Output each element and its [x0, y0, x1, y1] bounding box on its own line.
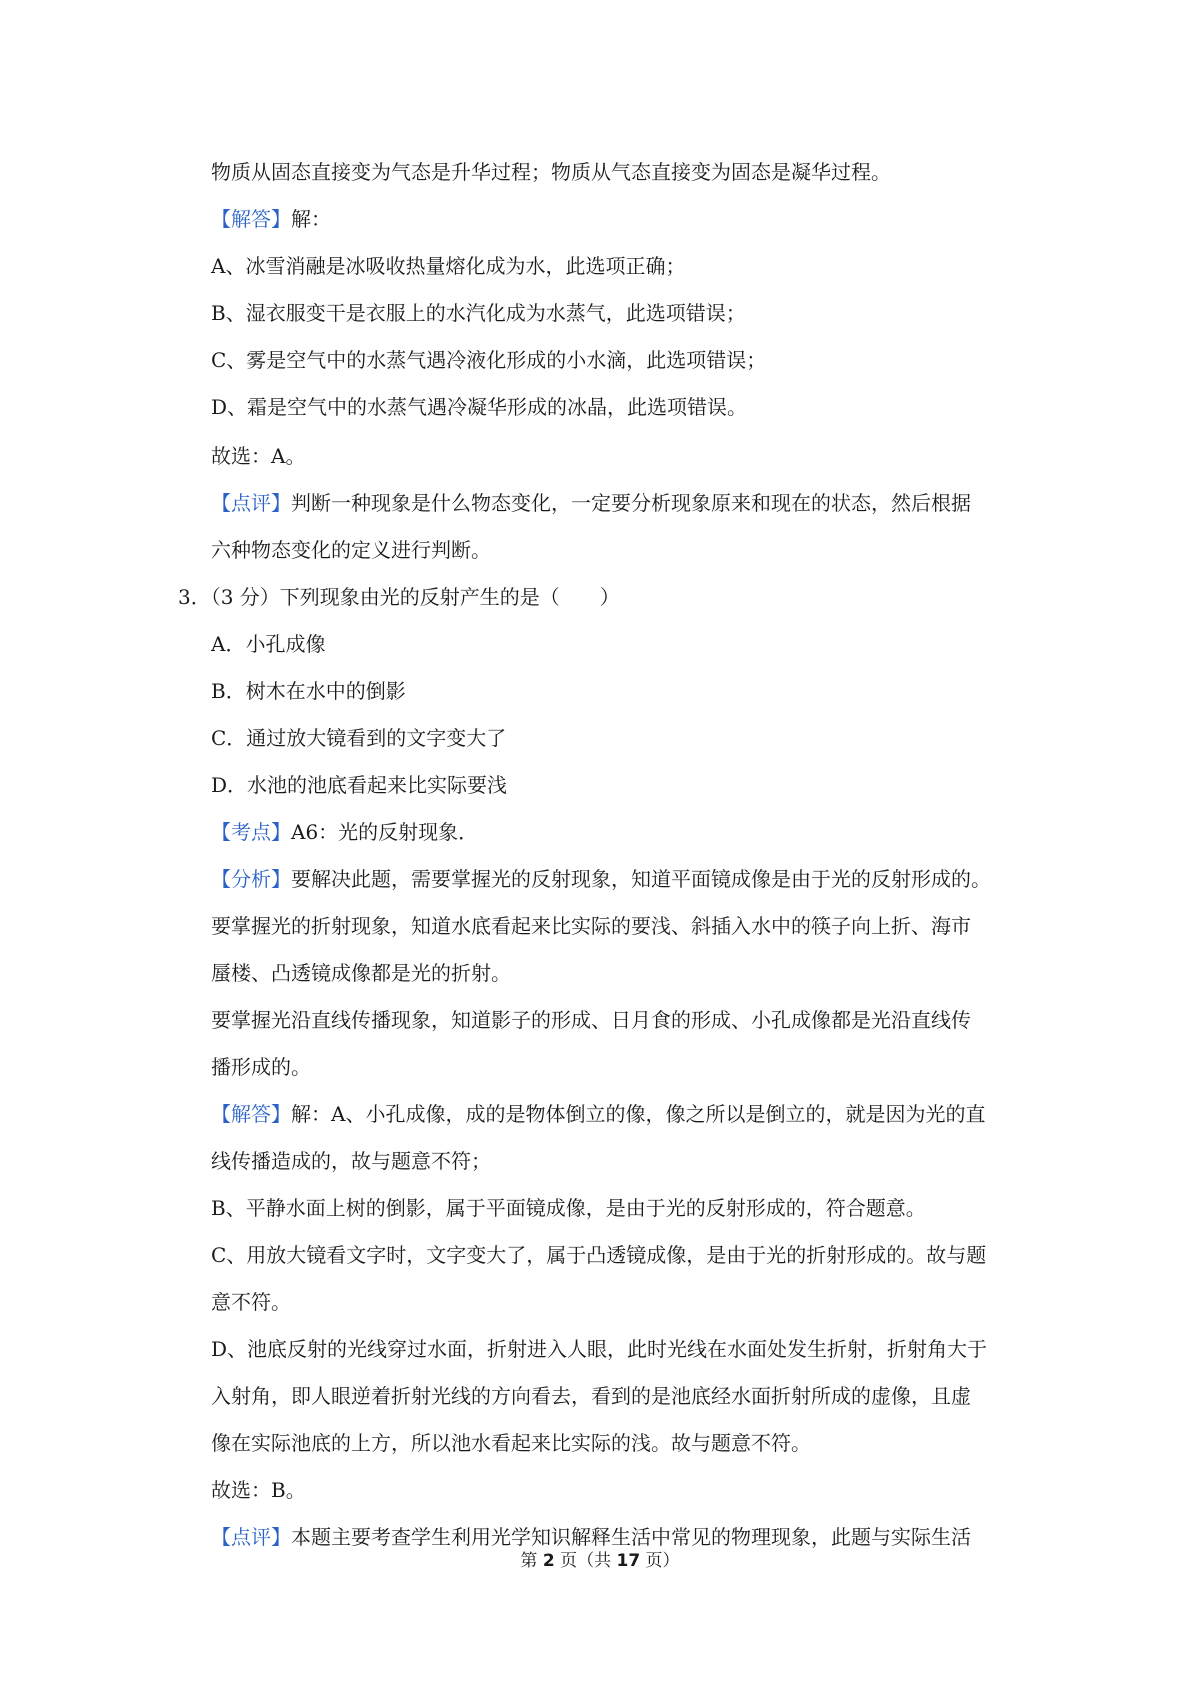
text-line: 意不符。 [211, 1290, 291, 1314]
page-footer [0, 1549, 1200, 1573]
footer-prefix: 第 [520, 1551, 543, 1571]
text-line: 播形成的。 [211, 1055, 311, 1079]
option-b: B．树木在水中的倒影 [211, 679, 406, 703]
analysis-paragraph [211, 864, 991, 894]
text-line: C、用放大镜看文字时，文字变大了，属于凸透镜成像，是由于光的折射形成的。故与题 [211, 1243, 987, 1267]
text-line: C、雾是空气中的水蒸气遇冷液化形成的小水滴，此选项错误； [211, 348, 767, 372]
text-span: 本题主要考查学生利用光学知识解释生活中常见的物理现象，此题与实际生活 [291, 1525, 971, 1549]
option-a: A．小孔成像 [211, 632, 326, 656]
answer-tag: 【解答】 [211, 207, 291, 231]
text-line: A、冰雪消融是冰吸收热量熔化成为水，此选项正确； [211, 254, 686, 278]
text-span: 判断一种现象是什么物态变化，一定要分析现象原来和现在的状态，然后根据 [291, 491, 971, 515]
text-line: D、池底反射的光线穿过水面，折射进入人眼，此时光线在水面处发生折射，折射角大于 [211, 1337, 988, 1361]
option-c: C．通过放大镜看到的文字变大了 [211, 726, 507, 750]
text-span: 要解决此题，需要掌握光的反射现象，知道平面镜成像是由于光的反射形成的。 [291, 867, 991, 891]
text-line: 故选：B。 [211, 1478, 306, 1502]
text-line: 线传播造成的，故与题意不符； [211, 1149, 491, 1173]
point-paragraph [211, 817, 478, 847]
text-line: 像在实际池底的上方，所以池水看起来比实际的浅。故与题意不符。 [211, 1431, 811, 1455]
text-line: B、湿衣服变干是衣服上的水汽化成为水蒸气，此选项错误； [211, 301, 746, 325]
point-tag: 【考点】 [211, 820, 291, 844]
comment-tag: 【点评】 [211, 1525, 291, 1549]
text-span: 解：A、小孔成像，成的是物体倒立的像，像之所以是倒立的，就是因为光的直 [291, 1102, 986, 1126]
footer-suffix: 页） [640, 1551, 680, 1571]
text-line: 物质从固态直接变为气态是升华过程；物质从气态直接变为固态是凝华过程。 [211, 160, 891, 184]
comment-paragraph [211, 488, 971, 518]
option-d: D．水池的池底看起来比实际要浅 [211, 773, 508, 797]
comment-paragraph [211, 1522, 971, 1552]
answer-tag: 【解答】 [211, 1102, 291, 1126]
text-line: B、平静水面上树的倒影，属于平面镜成像，是由于光的反射形成的，符合题意。 [211, 1196, 926, 1220]
text-line: 六种物态变化的定义进行判断。 [211, 538, 491, 562]
text-line: 要掌握光的折射现象，知道水底看起来比实际的要浅、斜插入水中的筷子向上折、海市 [211, 914, 971, 938]
text-line: 故选：A。 [211, 444, 306, 468]
question-stem: 3．（3 分）下列现象由光的反射产生的是（ ） [178, 585, 620, 609]
comment-tag: 【点评】 [211, 491, 291, 515]
page-number: 2 [542, 1551, 555, 1571]
analysis-tag: 【分析】 [211, 867, 291, 891]
answer-paragraph [211, 204, 331, 234]
answer-paragraph [211, 1099, 985, 1129]
footer-middle: 页（共 [554, 1551, 617, 1571]
text-line: D、霜是空气中的水蒸气遇冷凝华形成的冰晶，此选项错误。 [211, 395, 748, 419]
text-line: 蜃楼、凸透镜成像都是光的折射。 [211, 961, 511, 985]
text-line: 要掌握光沿直线传播现象，知道影子的形成、日月食的形成、小孔成像都是光沿直线传 [211, 1008, 971, 1032]
page-total: 17 [616, 1551, 641, 1571]
text-span: 解： [291, 207, 331, 231]
text-line: 入射角，即人眼逆着折射光线的方向看去，看到的是池底经水面折射所成的虚像，且虚 [211, 1384, 971, 1408]
text-span: A6：光的反射现象． [291, 820, 479, 844]
